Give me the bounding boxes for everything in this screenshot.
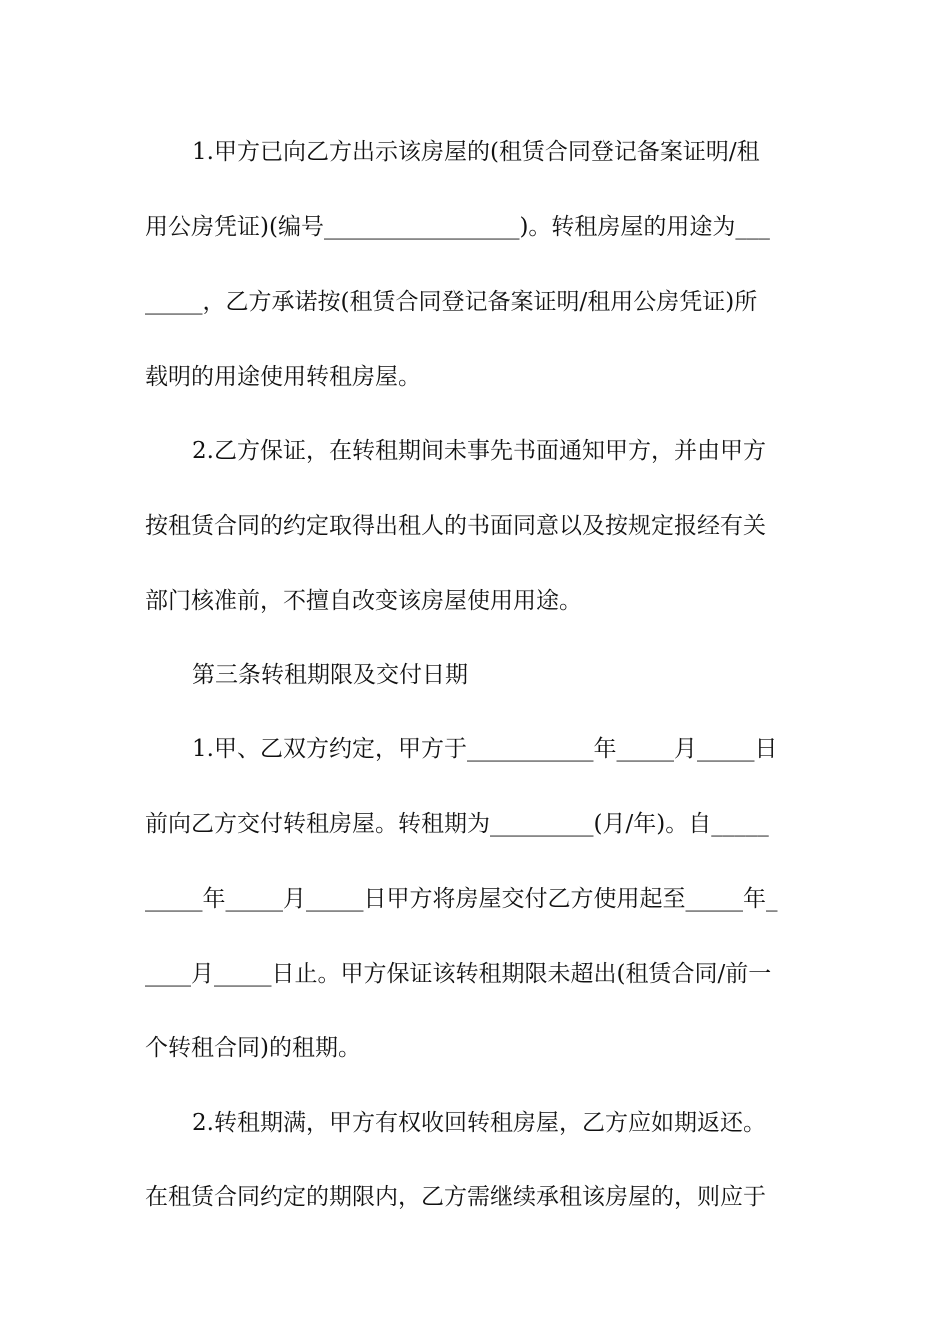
paragraph-line-2: 用公房凭证)(编号_________________)。转租房屋的用途为___ <box>145 214 770 240</box>
paragraph-line-7: 部门核准前，不擅自改变该房屋使用用途。 <box>145 588 582 614</box>
paragraph-line-5: 2.乙方保证，在转租期间未事先书面通知甲方，并由甲方 <box>192 438 766 464</box>
paragraph-line-10: 前向乙方交付转租房屋。转租期为_________(月/年)。自_____ <box>145 811 769 837</box>
paragraph-line-4: 载明的用途使用转租房屋。 <box>145 364 421 390</box>
paragraph-line-11: _____年_____月_____日甲方将房屋交付乙方使用起至_____年_ <box>145 886 778 912</box>
paragraph-line-1: 1.甲方已向乙方出示该房屋的(租赁合同登记备案证明/租 <box>192 139 760 165</box>
section-heading: 第三条转租期限及交付日期 <box>192 662 468 688</box>
paragraph-line-13: 个转租合同)的租期。 <box>145 1035 361 1061</box>
paragraph-line-12: ____月_____日止。甲方保证该转租期限未超出(租赁合同/前一 <box>145 961 772 987</box>
paragraph-line-6: 按租赁合同的约定取得出租人的书面同意以及按规定报经有关 <box>145 513 766 539</box>
paragraph-line-3: _____，乙方承诺按(租赁合同登记备案证明/租用公房凭证)所 <box>145 289 758 315</box>
paragraph-line-9: 1.甲、乙双方约定，甲方于___________年_____月_____日 <box>192 736 778 762</box>
paragraph-line-14: 2.转租期满，甲方有权收回转租房屋，乙方应如期返还。 <box>192 1110 766 1136</box>
paragraph-line-15: 在租赁合同约定的期限内，乙方需继续承租该房屋的，则应于 <box>145 1184 766 1210</box>
